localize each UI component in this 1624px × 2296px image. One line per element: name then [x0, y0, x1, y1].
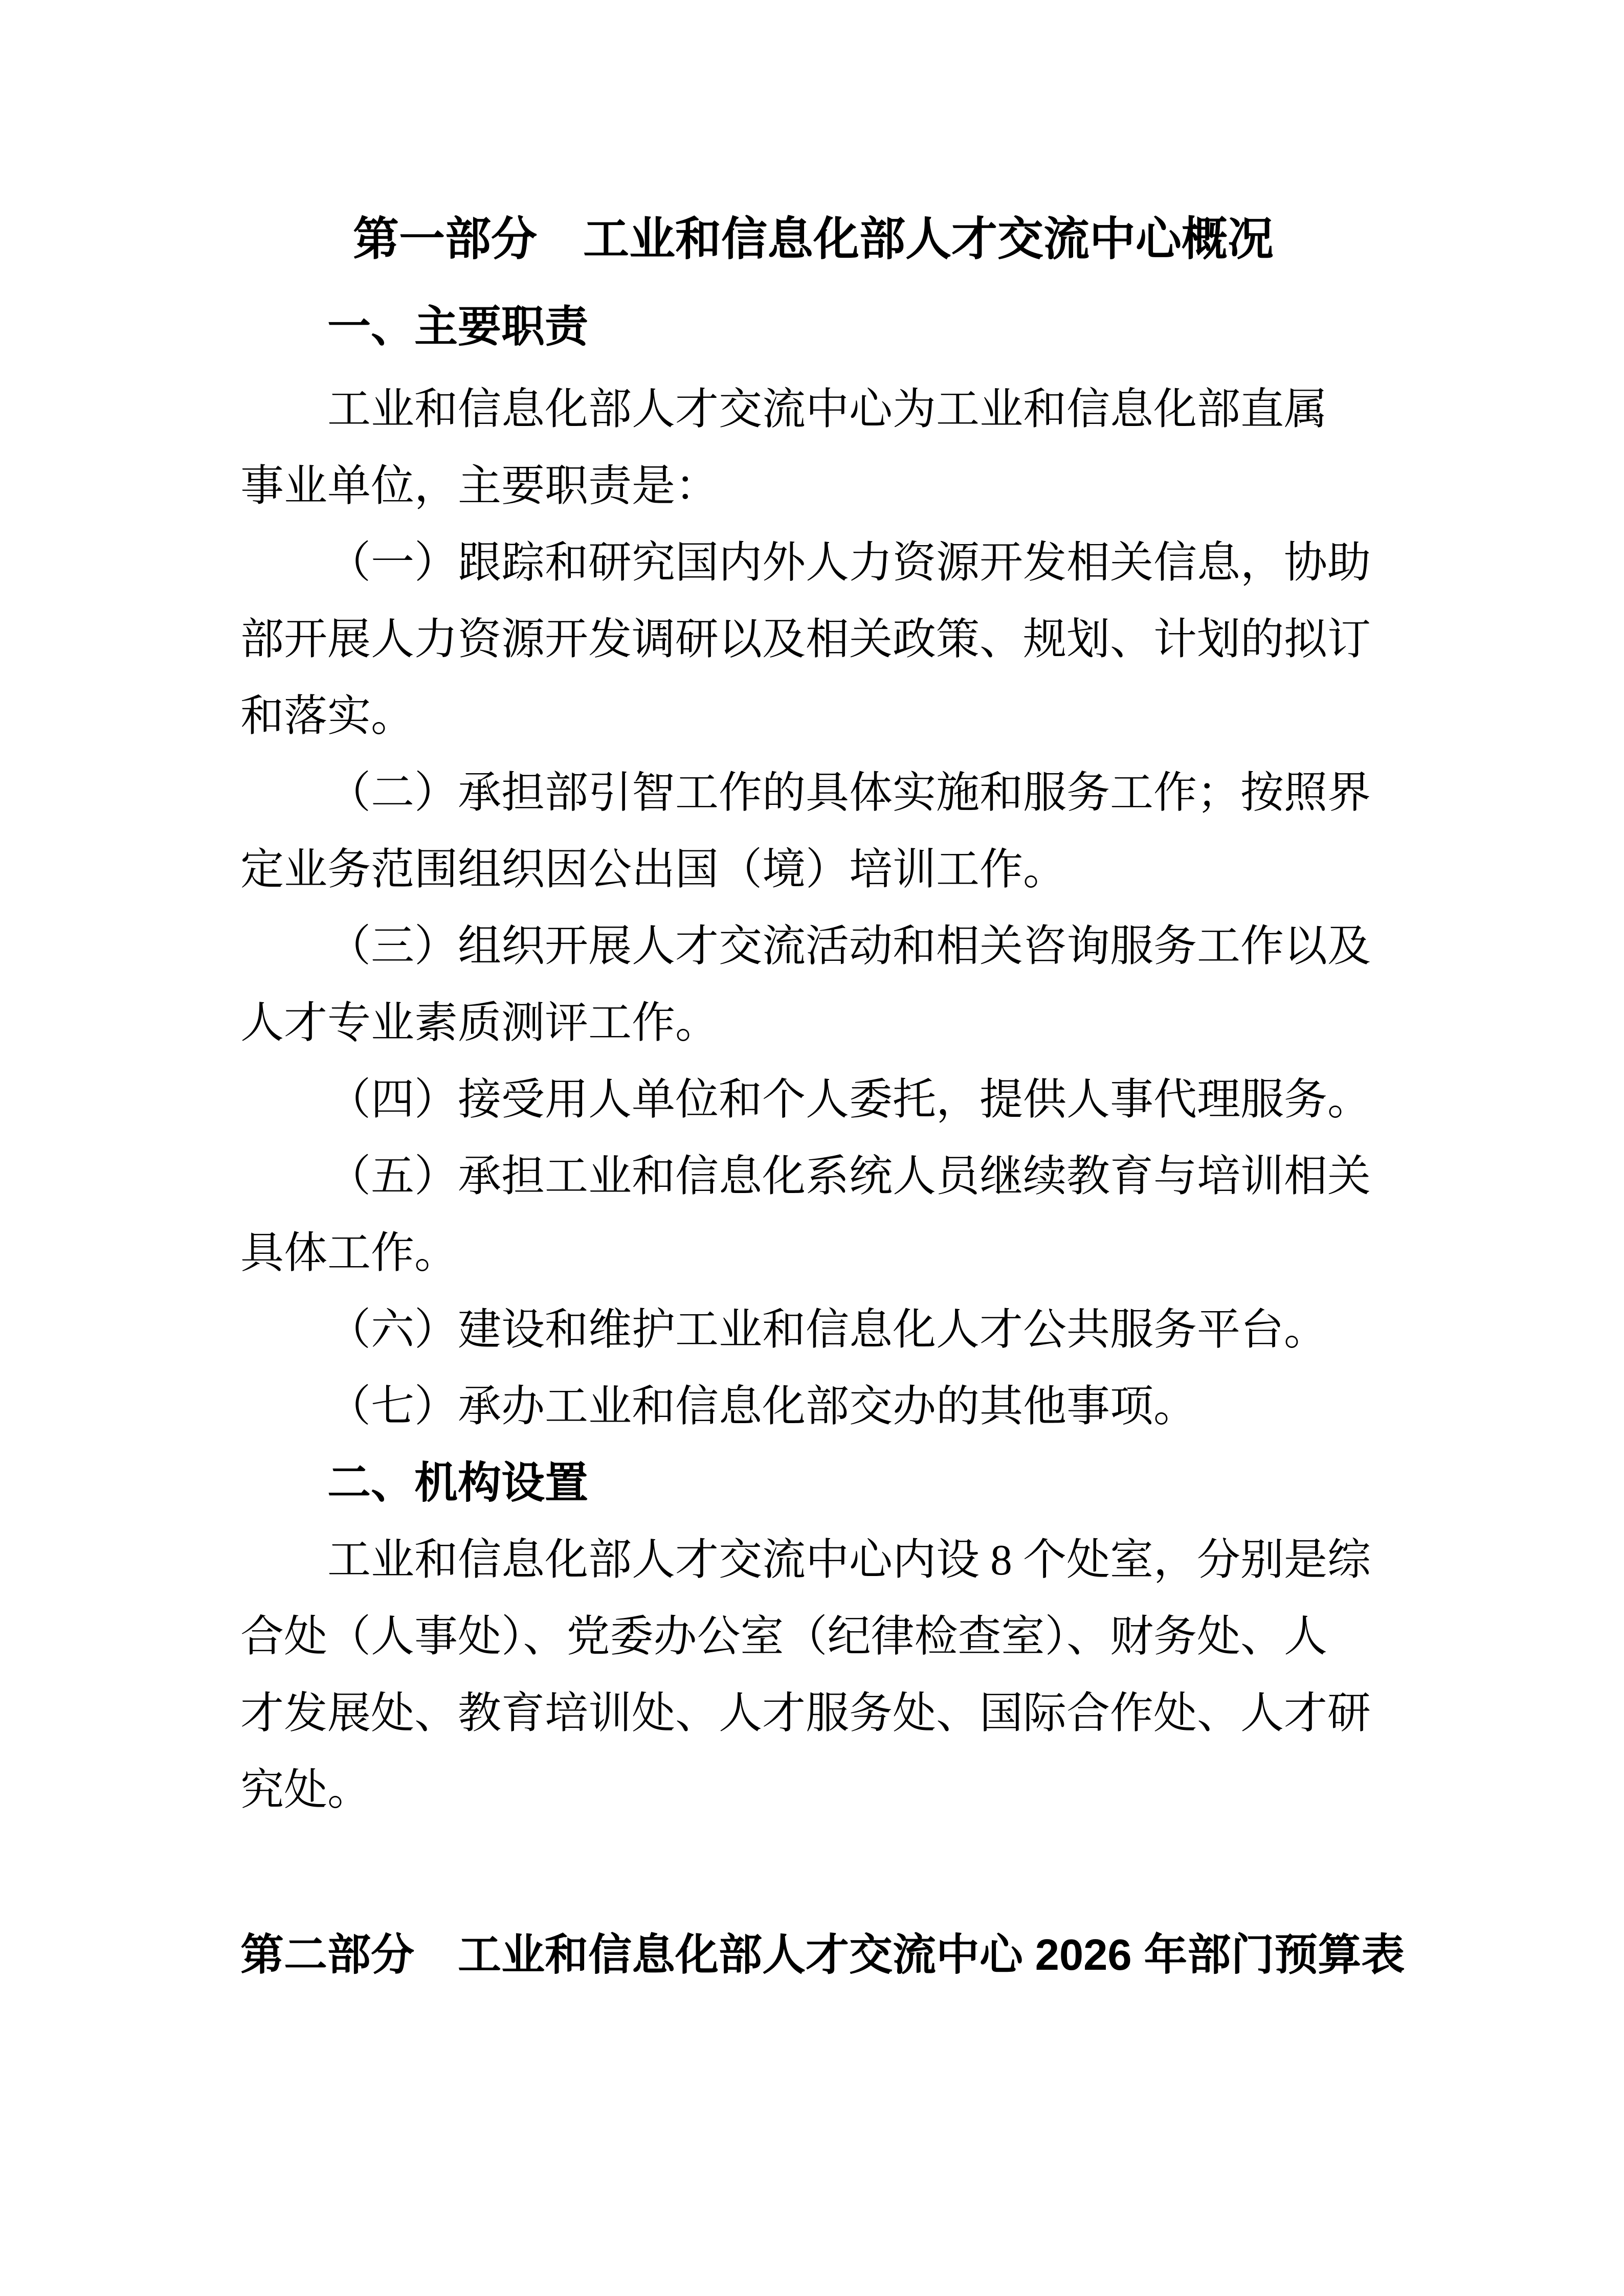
text-line: 和落实。: [240, 692, 415, 740]
text-line: （四）接受用人单位和个人委托，提供人事代理服务。: [327, 1076, 1371, 1124]
text-line: 定业务范围组织因公出国（境）培训工作。: [240, 846, 1067, 894]
part2-title: 第二部分 工业和信息化部人才交流中心 2026 年部门预算表: [240, 1931, 1405, 1979]
text-line: 工业和信息化部人才交流中心内设 8 个处室，分别是综: [327, 1536, 1371, 1584]
text-line: （二）承担部引智工作的具体实施和服务工作；按照界: [327, 769, 1371, 817]
text-line: （五）承担工业和信息化系统人员继续教育与培训相关: [327, 1153, 1371, 1201]
section-heading: 一、主要职责: [327, 303, 589, 351]
part1-title: 第一部分 工业和信息化部人才交流中心概况: [353, 214, 1274, 265]
text-line: 合处（人事处）、党委办公室（纪律检查室）、财务处、人: [240, 1613, 1328, 1661]
text-line: 工业和信息化部人才交流中心为工业和信息化部直属: [327, 386, 1328, 434]
text-line: 人才专业素质测评工作。: [240, 999, 719, 1047]
text-line: 究处。: [240, 1766, 371, 1814]
document-content: [240, 195, 1405, 1999]
text-line: （一）跟踪和研究国内外人力资源开发相关信息，协助: [327, 539, 1371, 587]
text-line: （七）承办工业和信息化部交办的其他事项。: [327, 1383, 1197, 1431]
text-line: （六）建设和维护工业和信息化人才公共服务平台。: [327, 1306, 1328, 1354]
text-line: 事业单位，主要职责是：: [240, 462, 719, 510]
section-heading: 二、机构设置: [327, 1459, 589, 1507]
text-line: 才发展处、教育培训处、人才服务处、国际合作处、人才研: [240, 1690, 1371, 1738]
text-line: （三）组织开展人才交流活动和相关咨询服务工作以及: [327, 922, 1371, 971]
text-line: 具体工作。: [240, 1229, 458, 1277]
document-body: [240, 283, 1386, 1829]
text-line: 部开展人力资源开发调研以及相关政策、规划、计划的拟订: [240, 616, 1371, 664]
